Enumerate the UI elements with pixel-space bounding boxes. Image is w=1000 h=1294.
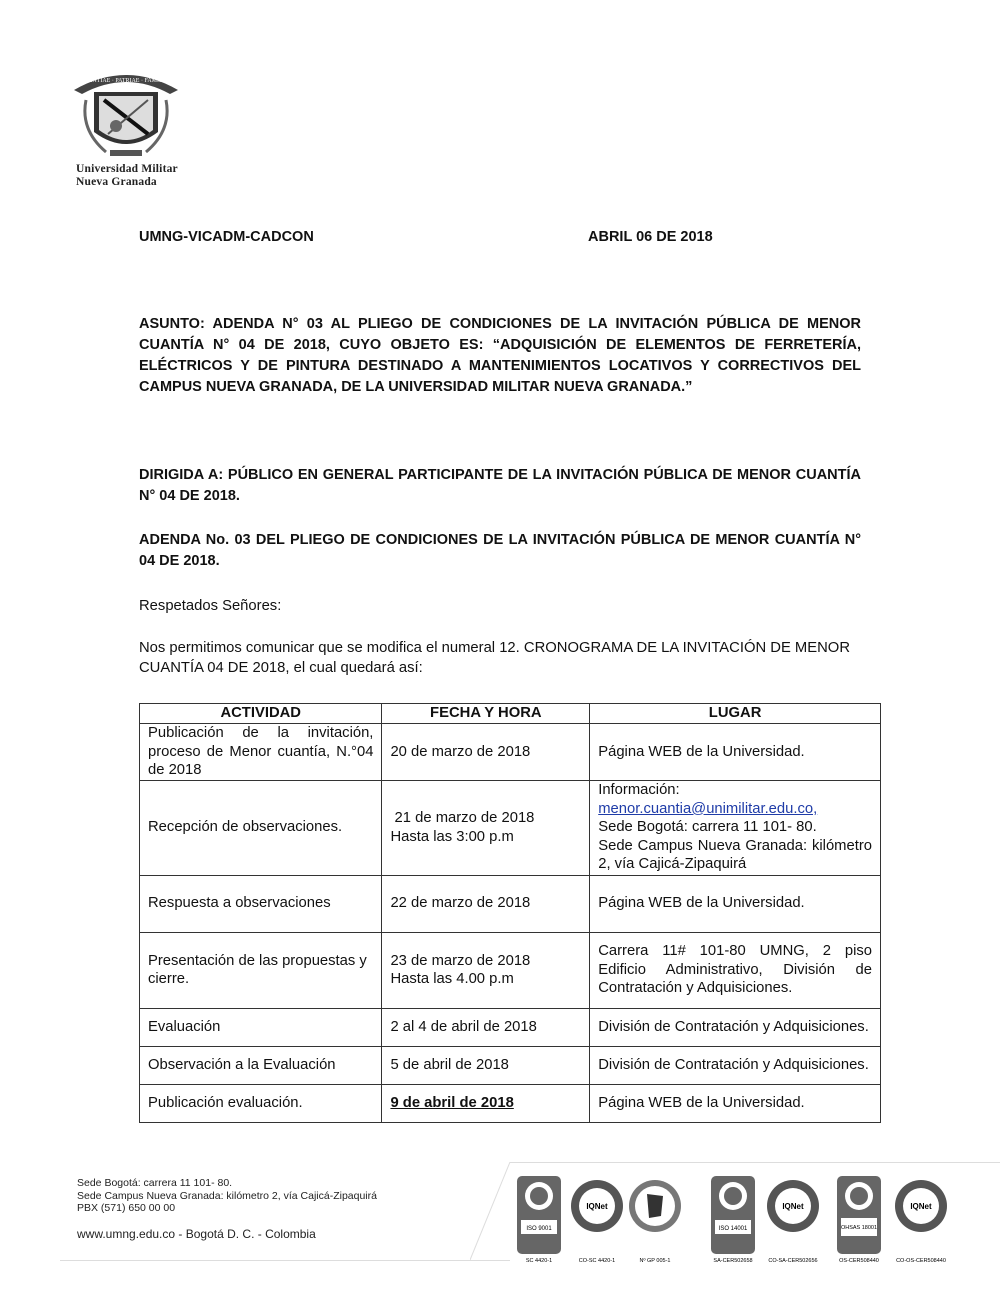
- university-logo: [66, 60, 186, 195]
- logo-line-2: Nueva Granada: [76, 176, 157, 188]
- greeting: Respetados Señores:: [139, 598, 282, 614]
- activity-cell: Presentación de las propuestas y cierre.: [140, 932, 382, 1008]
- place-info-label: Información:: [598, 782, 680, 799]
- highlighted-date: 9 de abril de 2018: [390, 1094, 514, 1111]
- footer-address: [77, 1177, 377, 1240]
- place-cell: Página WEB de la Universidad.: [590, 724, 881, 781]
- footer-line-3: PBX (571) 650 00 00: [77, 1202, 176, 1214]
- time-line: Hasta las 3:00 p.m: [390, 828, 514, 845]
- shield-emblem-icon: [66, 60, 186, 165]
- footer-line-1: Sede Bogotá: carrera 11 101- 80.: [77, 1177, 233, 1189]
- table-row: [140, 932, 881, 1008]
- header-place: LUGAR: [590, 704, 881, 724]
- table-row: [140, 1046, 881, 1084]
- iqnet-badge: [767, 1180, 819, 1264]
- time-line: Hasta las 4.00 p.m: [390, 971, 514, 987]
- footer-website: www.umng.edu.co - Bogotá D. C. - Colombia: [77, 1226, 316, 1241]
- logo-line-1: Universidad Militar: [76, 163, 178, 175]
- footer-line-2: Sede Campus Nueva Granada: kilómetro 2, vía Cajicá-Zipaquirá: [77, 1189, 377, 1202]
- place-cell: [590, 780, 881, 875]
- badge-label: OHSAS 18001: [840, 1225, 878, 1231]
- date-cell: [382, 1084, 590, 1122]
- document-date: ABRIL 06 DE 2018: [588, 229, 713, 245]
- table-row: [140, 1008, 881, 1046]
- date-line: 21 de marzo de 2018: [390, 810, 535, 826]
- schedule-table: [139, 703, 881, 1123]
- subject-paragraph: ASUNTO: ADENDA N° 03 AL PLIEGO DE CONDICIONES DE LA INVITACIÓN PÚBLICA DE MENOR CUANTÍA N° 04 DE 2018, CUYO OBJETO ES: “ADQUISICIÓN DE ELEMENTOS DE FERRETERÍA, ELÉCTRICOS Y DE PINTURA DESTINADO A MANTENIMIENTOS LOCATIVOS Y CORRECTIVOS DEL CAMPUS NUEVA GRANADA, DE LA UNIVERSIDAD MILITAR NUEVA GRANADA.”: [139, 316, 861, 395]
- date-cell: 2 al 4 de abril de 2018: [382, 1008, 590, 1046]
- place-campus: Sede Campus Nueva Granada: kilómetro 2, vía Cajicá-Zipaquirá: [598, 837, 872, 873]
- activity-cell: Evaluación: [140, 1008, 382, 1046]
- gp-badge: [629, 1180, 681, 1264]
- ohsas-18001-badge: [837, 1176, 881, 1264]
- addressee-paragraph: DIRIGIDA A: PÚBLICO EN GENERAL PARTICIPANTE DE LA INVITACIÓN PÚBLICA DE MENOR CUANTÍA N° 04 DE 2018.: [139, 467, 861, 504]
- badge-code: SC 4420-1: [525, 1258, 553, 1264]
- iso-9001-badge: [517, 1176, 561, 1264]
- activity-cell: Publicación de la invitación, proceso de Menor cuantía, N.°04 de 2018: [140, 724, 382, 781]
- place-cell: División de Contratación y Adquisiciones.: [590, 1046, 881, 1084]
- date-cell: 22 de marzo de 2018: [382, 875, 590, 932]
- activity-cell: Observación a la Evaluación: [140, 1046, 382, 1084]
- date-cell: [382, 932, 590, 1008]
- activity-cell: Recepción de observaciones.: [140, 780, 382, 875]
- table-row: [140, 875, 881, 932]
- place-cell: Página WEB de la Universidad.: [590, 1084, 881, 1122]
- logo-motto: SCIENTIAE · PATRIAE · FAMILIAE: [79, 78, 173, 84]
- badge-code: Nº GP 005-1: [639, 1258, 671, 1264]
- badge-label: IQNet: [782, 1202, 804, 1211]
- badge-code: CO-OS-CER508440: [896, 1258, 946, 1264]
- date-cell: [382, 780, 590, 875]
- date-cell: 20 de marzo de 2018: [382, 724, 590, 781]
- badge-code: CO-SA-CER502656: [768, 1258, 818, 1264]
- badge-code: OS-CER508440: [839, 1258, 879, 1264]
- addendum-title: ADENDA No. 03 DEL PLIEGO DE CONDICIONES DE LA INVITACIÓN PÚBLICA DE MENOR CUANTÍA N° 04 DE 2018.: [139, 532, 861, 569]
- iqnet-badge: [571, 1180, 623, 1264]
- place-cell: Carrera 11# 101-80 UMNG, 2 piso Edificio Administrativo, División de Contratación y Adquisiciones.: [590, 932, 881, 1008]
- iso-14001-badge: [711, 1176, 755, 1264]
- table-header-row: [140, 704, 881, 724]
- place-bogota: Sede Bogotá: carrera 11 101- 80.: [598, 819, 817, 836]
- table-row: [140, 780, 881, 875]
- badge-code: CO-SC 4420-1: [578, 1258, 616, 1264]
- header-date: FECHA Y HORA: [382, 704, 590, 724]
- place-cell: División de Contratación y Adquisiciones.: [590, 1008, 881, 1046]
- iqnet-badge: [895, 1180, 947, 1264]
- place-cell: Página WEB de la Universidad.: [590, 875, 881, 932]
- intro-paragraph: Nos permitimos comunicar que se modifica el numeral 12. CRONOGRAMA DE LA INVITACIÓN DE MENOR CUANTÍA 04 DE 2018, el cual quedará así:: [139, 640, 851, 676]
- badge-label: ISO 14001: [718, 1226, 748, 1232]
- header-activity: ACTIVIDAD: [140, 704, 382, 724]
- footer-divider: [60, 1260, 510, 1261]
- badge-label: IQNet: [586, 1202, 608, 1211]
- email-link[interactable]: menor.cuantia@unimilitar.edu.co,: [598, 800, 818, 817]
- university-name: [76, 163, 191, 189]
- document-reference: UMNG-VICADM-CADCON: [139, 229, 314, 245]
- table-row: [140, 724, 881, 781]
- activity-cell: Publicación evaluación.: [140, 1084, 382, 1122]
- badge-label: ISO 9001: [526, 1226, 552, 1232]
- date-cell: 5 de abril de 2018: [382, 1046, 590, 1084]
- badge-label: IQNet: [910, 1202, 932, 1211]
- badge-code: SA-CER502658: [713, 1258, 753, 1264]
- activity-cell: Respuesta a observaciones: [140, 875, 382, 932]
- date-line: 23 de marzo de 2018: [390, 952, 531, 969]
- table-row: [140, 1084, 881, 1122]
- certification-badges: [515, 1176, 955, 1266]
